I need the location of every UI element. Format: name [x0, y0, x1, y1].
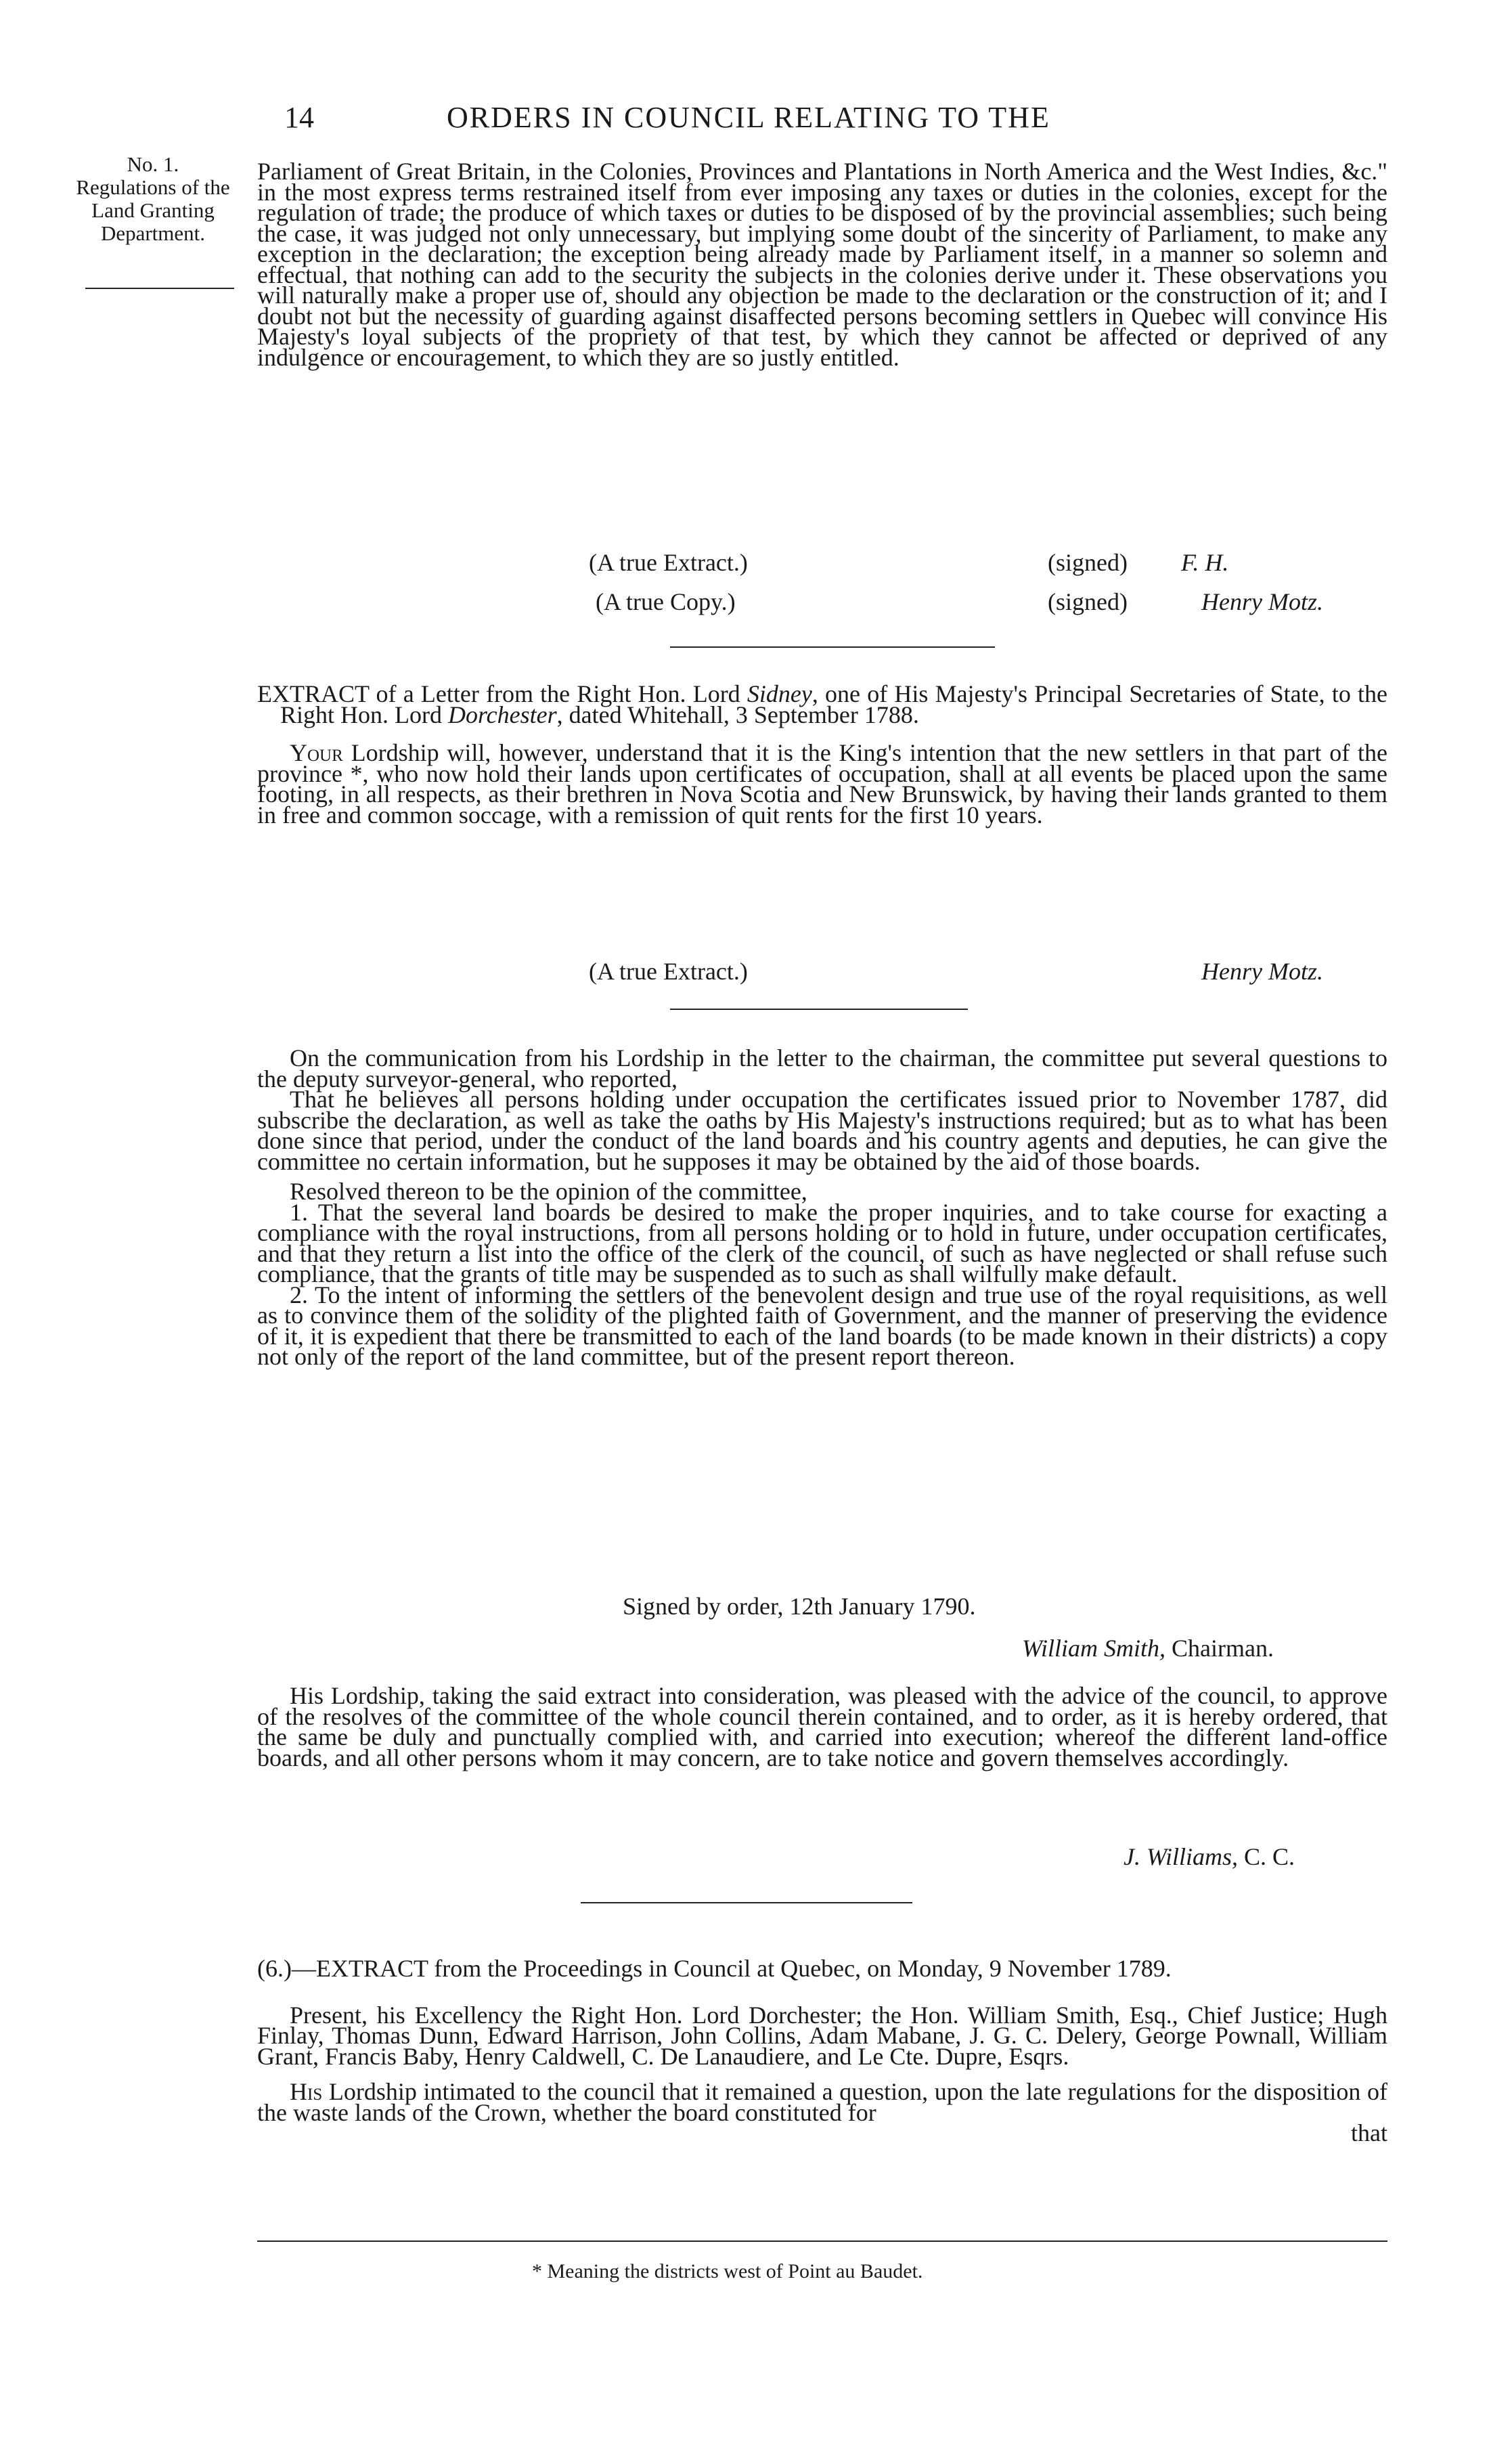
- signature-initials: F. H.: [1181, 549, 1229, 576]
- present-paragraph: Present, his Excellency the Right Hon. Lord Dorchester; the Hon. William Smith, Esq., Chief Justice; Hugh Finlay, Thomas Dunn, Edward Harrison, John Collins, Adam Mabane, J. G. C. Delery, George Pownall, William Grant, Francis Baby, Henry Caldwell, C. De Lanaudiere, and Le Cte. Dupre, Esqrs.: [257, 2001, 1387, 2070]
- signed-by-order: Signed by order, 12th January 1790.: [623, 1593, 976, 1620]
- approval-paragraph: His Lordship, taking the said extract into consideration, was pleased with the advice of the council, to approve of the resolves of the committee of the whole council therein contained, and to order, as it is hereby ordered, that the same be duly and punctually complied with, and carried into execution; whereof the different land-office boards, and all other persons whom it may concern, are to take notice and govern themselves accordingly.: [257, 1682, 1387, 1771]
- proceedings-heading: (6.)—EXTRACT from the Proceedings in Council at Quebec, on Monday, 9 November 1789.: [257, 1955, 1172, 1982]
- section-divider: [670, 646, 995, 648]
- margin-note-line: Regulations of the: [76, 175, 230, 199]
- resolution-2: 2. To the intent of informing the settlers of the benevolent design and true use of the royal requisitions, as well as to convince them of the solidity of the plighted faith of Government, and the manner of preserving the evidence of it, it is expedient that there be transmitted to each of the land boards (to be made known in their districts) a copy not only of the report of the land committee, but of the present report thereon.: [257, 1281, 1387, 1370]
- letter-body: Your Lordship will, however, understand that it is the King's intention that the new settlers in that part of the province *, who now hold their lands upon certificates of occupation, shall at all events be placed upon the same footing, in all respects, as their brethren in Nova Scotia and New Brunswick, by having their lands granted to them in free and common soccage, with a remission of quit rents for the first 10 years.: [257, 739, 1387, 829]
- signature-name: Henry Motz.: [1201, 588, 1323, 615]
- lordship-intimation: His Lordship intimated to the council that it remained a question, upon the late regulations for the disposition of the waste lands of the Crown, whether the board constituted for: [257, 2078, 1387, 2126]
- lordship-approval: [257, 1682, 1387, 1771]
- opening-word: Your: [290, 739, 343, 766]
- true-copy-label: (A true Copy.): [596, 588, 736, 615]
- name-dorchester: Dorchester: [448, 701, 557, 728]
- section-continuation: [257, 158, 1387, 371]
- true-extract-label: (A true Extract.): [589, 958, 748, 985]
- chairman-signature: William Smith, Chairman.: [1022, 1635, 1274, 1662]
- name-sidney: Sidney: [747, 680, 812, 707]
- continuation-paragraph: Parliament of Great Britain, in the Colonies, Provinces and Plantations in North America and the West Indies, &c." in the most express terms restrained itself from ever imposing any taxes or duties in the colonies, except for the regulation of trade; the produce of which taxes or duties to be disposed of by the provincial assemblies; such being the case, it was judged not only unnecessary, but implying some doubt of the sincerity of Parliament, to make any exception in the declaration; the exception being already made by Parliament itself, in a manner so solemn and effectual, that nothing can add to the security the subjects in the colonies derive under it. These observations you will naturally make a proper use of, should any objection be made to the declaration or the construction of it; and I doubt not but the necessity of guarding against disaffected persons becoming settlers in Quebec will convince His Majesty's loyal subjects of the propriety of that test, by which they cannot be affected or deprived of any indulgence or encouragement, to which they are so justly entitled.: [257, 158, 1387, 371]
- running-title: ORDERS IN COUNCIL RELATING TO THE: [447, 101, 1050, 134]
- section-divider: [670, 1009, 968, 1010]
- section-committee-report: [257, 1044, 1387, 1370]
- resolution-1: 1. That the several land boards be desired to make the proper inquiries, and to take course for exacting a compliance with the royal instructions, from all persons holding or to hold in future, under occupation certificates, and that they return a list into the office of the clerk of the council, of such as have neglected or shall refuse such compliance, that the grants of title may be suspended as to such as shall wilfully make default.: [257, 1198, 1387, 1287]
- true-extract-label: (A true Extract.): [589, 549, 748, 576]
- margin-note-number: No. 1.: [127, 152, 179, 176]
- margin-note-rule: [85, 288, 234, 289]
- footnote: * Meaning the districts west of Point au Baudet.: [532, 2260, 923, 2282]
- margin-note-line: Department.: [100, 221, 206, 245]
- committee-paragraph: On the communication from his Lordship in the letter to the chairman, the committee put several questions to the deputy surveyor-general, who reported,: [257, 1044, 1387, 1092]
- margin-note: [51, 153, 254, 245]
- section-proceedings: [257, 1955, 1387, 2146]
- opening-word: His: [290, 2078, 323, 2105]
- footnote-rule: [257, 2240, 1387, 2242]
- letter-heading: EXTRACT of a Letter from the Right Hon. Lord Sidney, one of His Majesty's Principal Secretaries of State, to the Right Hon. Lord Dorchester, dated Whitehall, 3 September 1788.: [257, 680, 1387, 728]
- running-header: [271, 100, 1354, 148]
- page-number: 14: [284, 101, 314, 134]
- signed-label: (signed): [1048, 549, 1128, 576]
- clerk-signature: J. Williams, C. C.: [1124, 1843, 1295, 1870]
- margin-note-line: Land Granting: [91, 198, 215, 222]
- section-divider: [581, 1902, 912, 1903]
- committee-paragraph: Resolved thereon to be the opinion of the committee,: [290, 1178, 807, 1205]
- catchword: that: [1351, 2119, 1387, 2146]
- signed-label: (signed): [1048, 588, 1128, 615]
- committee-paragraph: That he believes all persons holding under occupation the certificates issued prior to November 1787, did subscribe the declaration, as well as take the oaths by His Majesty's instructions required; but as to what has been done since that period, under the conduct of the land boards and his country agents and deputies, he can give the committee no certain information, but he supposes it may be obtained by the aid of those boards.: [257, 1086, 1387, 1175]
- signature-name: Henry Motz.: [1201, 958, 1323, 985]
- section-letter-extract: [257, 680, 1387, 829]
